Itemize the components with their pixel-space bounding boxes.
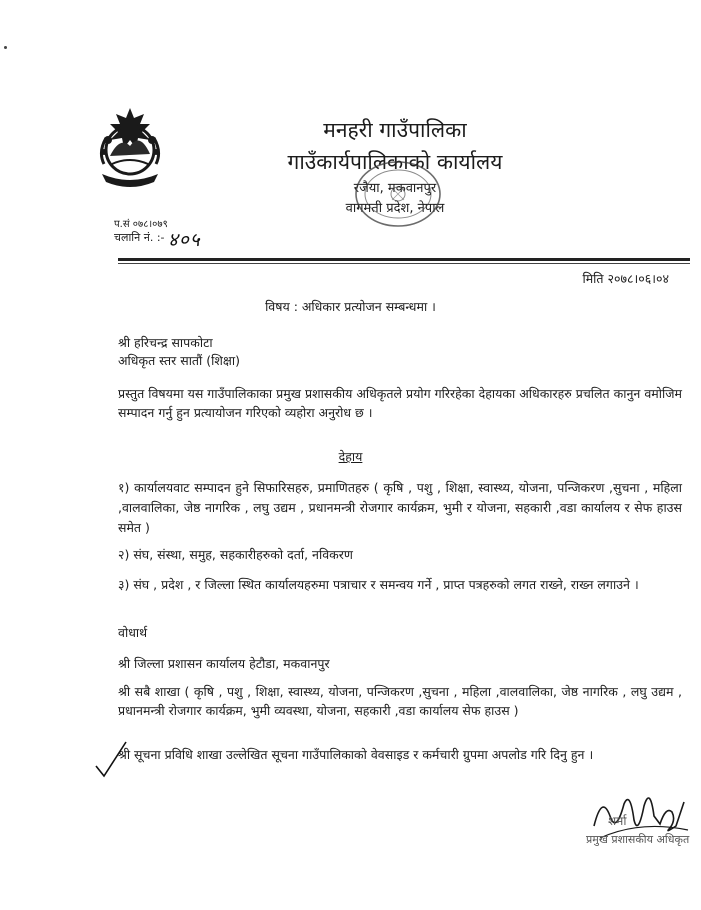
signatory-name: शर्मा	[608, 814, 627, 828]
letter-subject: विषय : अधिकार प्रत्योजन सम्बन्धमा ।	[265, 299, 436, 314]
scan-speck	[4, 46, 7, 49]
dispatch-number-label: चलानि नं. :-	[114, 231, 165, 244]
municipality-name: मनहरी गाउँपालिका	[323, 118, 467, 142]
list-item: ३) संघ , प्रदेश , र जिल्ला स्थित कार्यालयहरुमा पत्राचार र समन्वय गर्ने , प्राप्त पत्रहरुको लगत राख्ने, राख्न लगाउने ।	[118, 577, 639, 592]
nepal-emblem-icon	[92, 104, 168, 192]
check-mark-icon	[92, 738, 132, 782]
office-province: वागमती प्रदेश, नेपाल	[345, 201, 445, 216]
dispatch-number-handwritten: ४०५	[168, 229, 201, 251]
office-name: गाउँकार्यपालिकाको कार्यालय	[287, 150, 503, 174]
office-seal-stamp	[352, 158, 444, 230]
office-location: रजैया, मकवानपुर	[353, 181, 437, 196]
signatory-title: प्रमुख प्रशासकीय अधिकृत	[586, 833, 690, 846]
reference-number: प.सं ०७८।०७९	[114, 219, 168, 230]
header-divider-thin	[118, 263, 690, 264]
header-divider	[118, 258, 690, 261]
cc-heading: वोधार्थ	[118, 625, 148, 640]
cc-recipient: श्री सबै शाखा ( कृषि , पशु , शिक्षा, स्वास्थ्य, योजना, पन्जिकरण ,सुचना , महिला ,वालवालिका, जेष्ठ नागरिक , लघु उद्यम , प्रधानमन्त्री रोजगार कार्यक्रम, भुमी व्यवस्था, योजना, सहकारी ,वडा कार्यालय सेफ हाउस )	[118, 684, 682, 718]
list-item: २) संघ, संस्था, समुह, सहकारीहरुको दर्ता, नविकरण	[118, 547, 353, 562]
letter-date: मिति २०७८।०६।०४	[582, 271, 669, 286]
list-item: १) कार्यालयवाट सम्पादन हुने सिफारिसहरु, प्रमाणितहरु ( कृषि , पशु , शिक्षा, स्वास्थ्य, योजना, पन्जिकरण ,सुचना , महिला ,वालवालिका, जेष्ठ नागरिक , लघु उद्यम , प्रधानमन्त्री रोजगार कार्यक्रम, भुमी र योजना, सहकारी ,वडा कार्यालय र सेफ हाउस समेत )	[118, 480, 682, 535]
intro-paragraph: प्रस्तुत विषयमा यस गाउँपालिकाका प्रमुख प्रशासकीय अधिकृतले प्रयोग गरिरहेका देहायका अधिकारहरु प्रचलित कानुन वमोजिम सम्पादन गर्नु हुन प्रत्यायोजन गरिएको व्यहोरा अनुरोध छ ।	[118, 386, 682, 420]
addressee-name: श्री हरिचन्द्र सापकोटा	[118, 335, 213, 350]
cc-recipient: श्री जिल्ला प्रशासन कार्यालय हेटौडा, मकवानपुर	[118, 656, 330, 671]
list-heading: देहाय	[338, 449, 363, 464]
cc-recipient: श्री सूचना प्रविधि शाखा उल्लेखित सूचना गाउँपालिकाको वेवसाइड र कर्मचारी ग्रुपमा अपलोड गरि दिनु हुन ।	[118, 747, 594, 762]
addressee-title: अधिकृत स्तर सातौं (शिक्षा)	[118, 353, 240, 368]
